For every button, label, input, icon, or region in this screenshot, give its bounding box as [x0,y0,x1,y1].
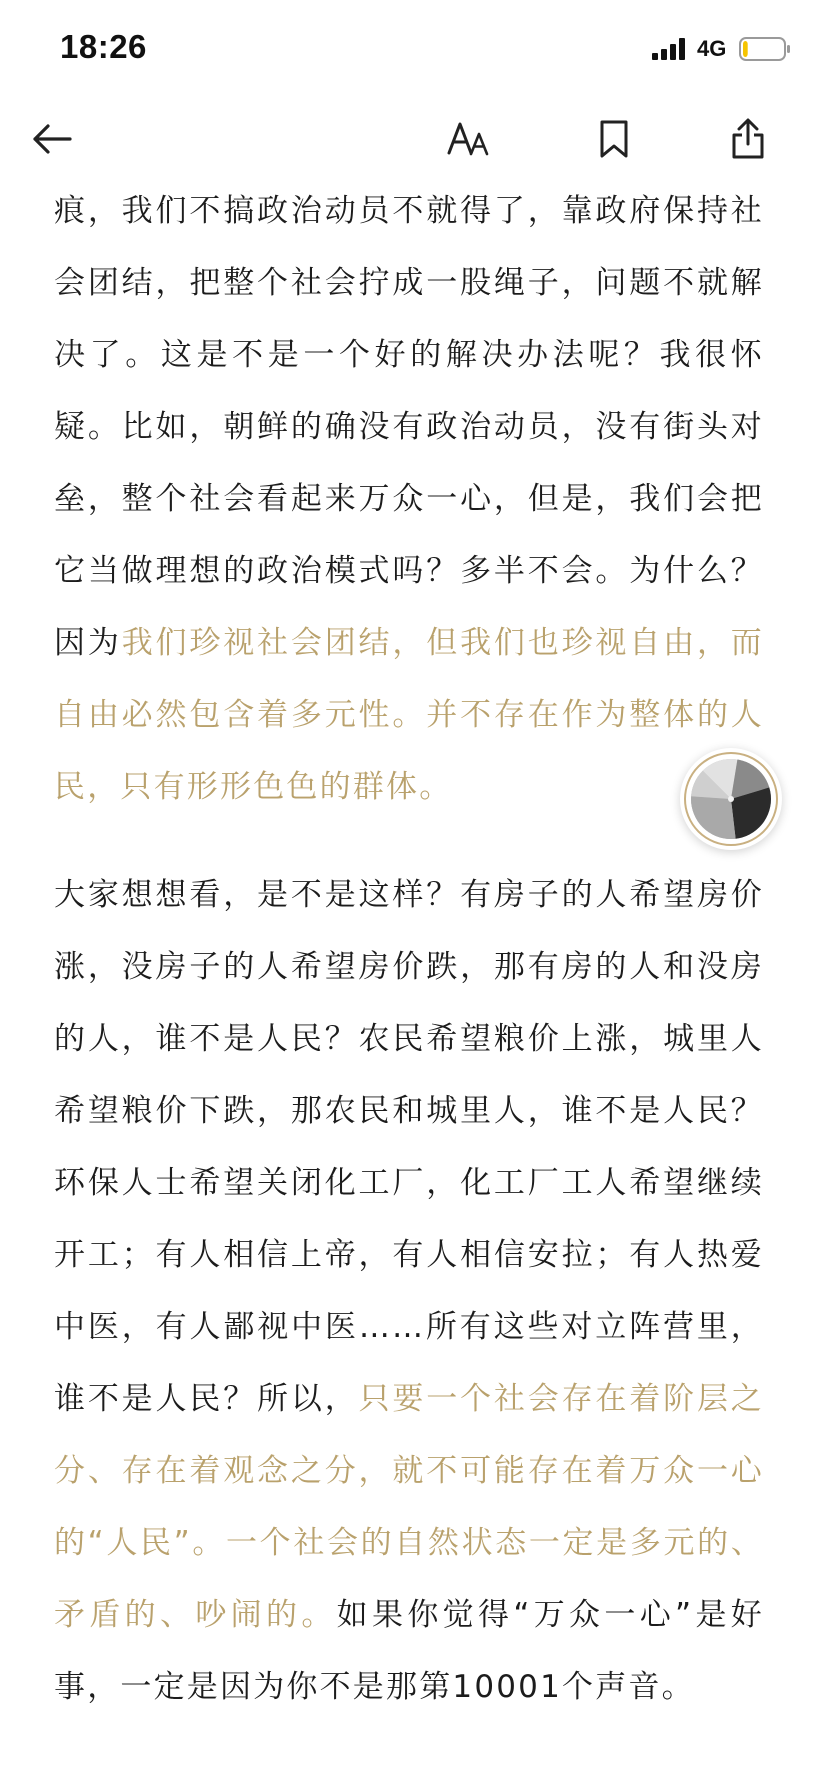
battery-level-fill [743,41,748,57]
audio-cover-icon [688,756,774,842]
paragraph-text: 如果你觉得“万众一心”是好事，一定是因为你不是那第10001个声音。 [54,1597,764,1705]
font-size-icon [447,121,493,157]
status-time: 18:26 [60,28,147,65]
status-bar [0,0,828,100]
share-icon [731,118,765,160]
signal-strength-icon [652,38,688,60]
reader-toolbar [0,104,828,174]
font-settings-button[interactable] [440,104,500,174]
back-button[interactable] [22,104,82,174]
bookmark-icon [599,119,629,159]
article-body [54,175,764,1723]
highlighted-text[interactable]: 只要一个社会存在着阶层之分、存在着观念之分，就不可能存在着万众一心的“人民”。一个社会的自然状态一定是多元的、矛盾的、吵闹的。 [54,1381,764,1633]
network-type: 4G [697,36,727,61]
share-button[interactable] [718,104,778,174]
arrow-left-icon [30,122,74,156]
highlighted-text[interactable]: 我们珍视社会团结，但我们也珍视自由，而自由必然包含着多元性。并不存在作为整体的人民，只有形形色色的群体。 [54,625,764,805]
article-paragraph [54,859,764,1723]
bookmark-button[interactable] [584,104,644,174]
audio-player-button[interactable] [680,748,782,850]
article-paragraph [54,175,764,823]
audio-player-ring [684,752,778,846]
battery-icon [739,37,791,61]
paragraph-text: 痕，我们不搞政治动员不就得了，靠政府保持社会团结，把整个社会拧成一股绳子，问题不就解决了。这是不是一个好的解决办法呢？我很怀疑。比如，朝鲜的确没有政治动员，没有街头对垒，整个社会看起来万众一心，但是，我们会把它当做理想的政治模式吗？多半不会。为什么？因为 [54,193,764,661]
paragraph-text: 大家想想看，是不是这样？有房子的人希望房价涨，没房子的人希望房价跌，那有房的人和没房的人，谁不是人民？农民希望粮价上涨，城里人希望粮价下跌，那农民和城里人，谁不是人民？环保人士希望关闭化工厂，化工厂工人希望继续开工；有人相信上帝，有人相信安拉；有人热爱中医，有人鄙视中医……所有这些对立阵营里，谁不是人民？所以， [54,877,764,1417]
